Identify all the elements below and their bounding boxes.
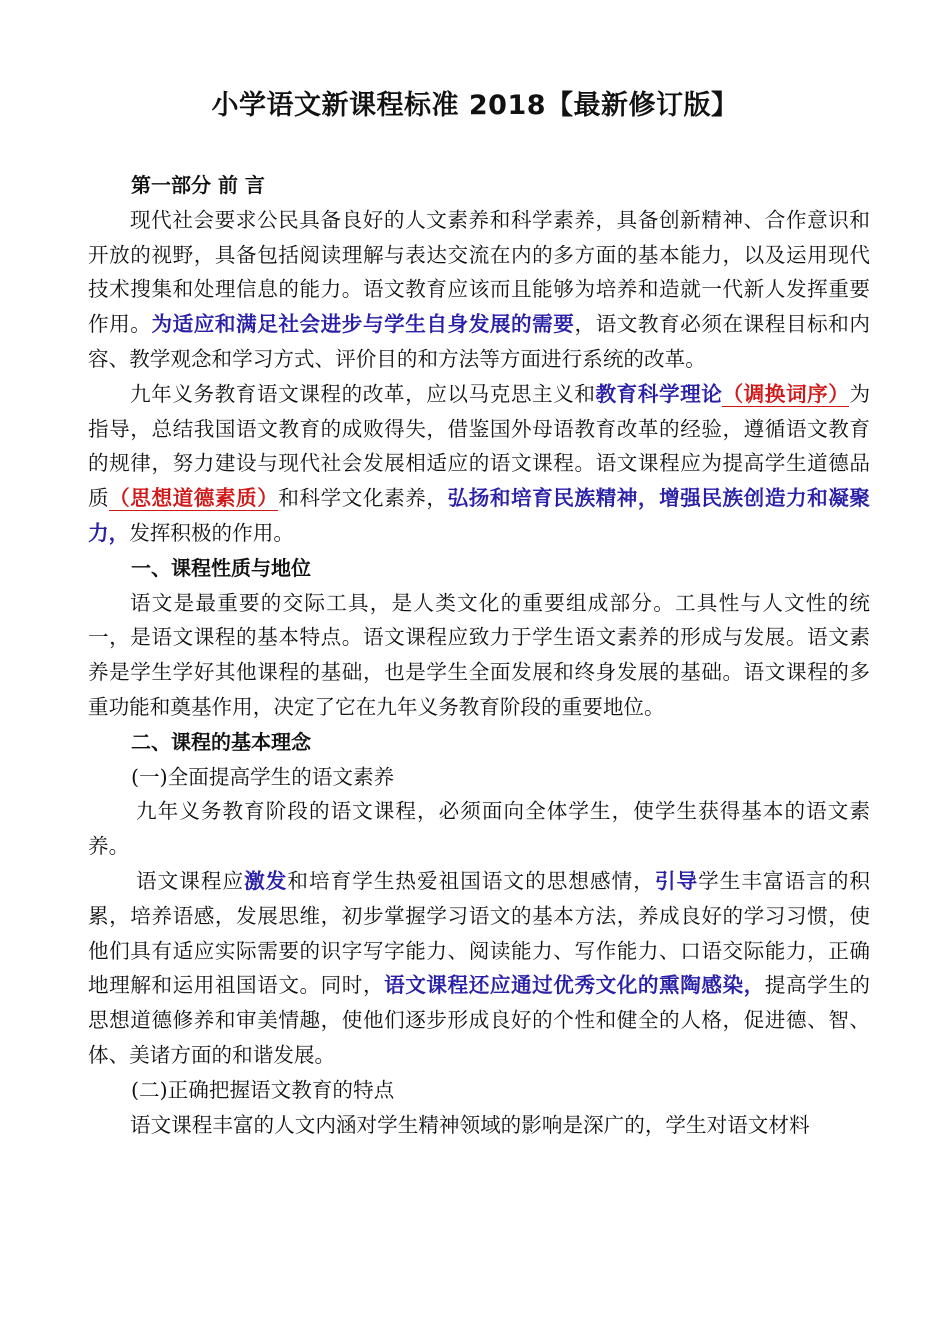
revision-note: （思想道德素质） (109, 486, 279, 511)
highlight-text: 为适应和满足社会进步与学生自身发展的需要 (151, 312, 575, 337)
section2-paragraph-3: 语文课程丰富的人文内涵对学生精神领域的影响是深广的，学生对语文材料 (130, 1112, 810, 1137)
document-body (88, 168, 870, 1142)
section1-heading: 一、课程性质与地位 (131, 555, 311, 580)
highlight-text: 激发 (244, 868, 288, 893)
preface-paragraph-2: 九年义务教育语文课程的改革，应以马克思主义和教育科学理论（调换词序）为指导，总结我国语文教育的成败得失，借鉴国外母语教育改革的经验，遵循语文教育的规律，努力建设与现代社会发展相适应的语文课程。语文课程应为提高学生道德品质（思想道德素质）和科学文化素养，弘扬和培育民族精神，增强民族创造力和凝聚力，发挥积极的作用。 (88, 381, 871, 545)
highlight-text: 语文课程还应通过优秀文化的熏陶感染， (384, 973, 765, 998)
subsection2-heading: (二)正确把握语文教育的特点 (131, 1077, 395, 1102)
highlight-text: 引导 (654, 868, 699, 893)
preface-paragraph-1: 现代社会要求公民具备良好的人文素养和科学素养，具备创新精神、合作意识和开放的视野，具备包括阅读理解与表达交流在内的多方面的基本能力，以及运用现代技术搜集和处理信息的能力。语文教育应该而且能够为培养和造就一代新人发挥重要作用。为适应和满足社会进步与学生自身发展的需要，语文教育必须在课程目标和内容、教学观念和学习方式、评价目的和方法等方面进行系统的改革。 (88, 207, 871, 371)
highlight-text: 弘扬和培育民族精神，增强民族创造力和凝聚力， (88, 486, 871, 545)
subsection1-heading: (一)全面提高学生的语文素养 (131, 764, 395, 789)
section1-paragraph: 语文是最重要的交际工具，是人类文化的重要组成部分。工具性与人文性的统一，是语文课程的基本特点。语文课程应致力于学生语文素养的形成与发展。语文素养是学生学好其他课程的基础，也是学生全面发展和终身发展的基础。语文课程的多重功能和奠基作用，决定了它在九年义务教育阶段的重要地位。 (88, 590, 870, 719)
page-title: 小学语文新课程标准 2018【最新修订版】 (211, 90, 739, 121)
part1-heading: 第一部分 前 言 (131, 173, 265, 197)
section2-paragraph-2: 语文课程应激发和培育学生热爱祖国语文的思想感情，引导学生丰富语言的积累，培养语感，发展思维，初步掌握学习语文的基本方法，养成良好的学习习惯，使他们具有适应实际需要的识字写字能力、阅读能力、写作能力、口语交际能力，正确地理解和运用祖国语文。同时，语文课程还应通过优秀文化的熏陶感染，提高学生的思想道德修养和审美情趣，使他们逐步形成良好的个性和健全的人格，促进德、智、体、美诸方面的和谐发展。 (88, 868, 871, 1067)
section2-paragraph-1: 九年义务教育阶段的语文课程，必须面向全体学生，使学生获得基本的语文素养。 (88, 799, 870, 859)
revision-note: （调换词序） (722, 381, 850, 406)
section2-heading: 二、课程的基本理念 (131, 729, 311, 754)
highlight-text: 教育科学理论 (595, 381, 723, 406)
